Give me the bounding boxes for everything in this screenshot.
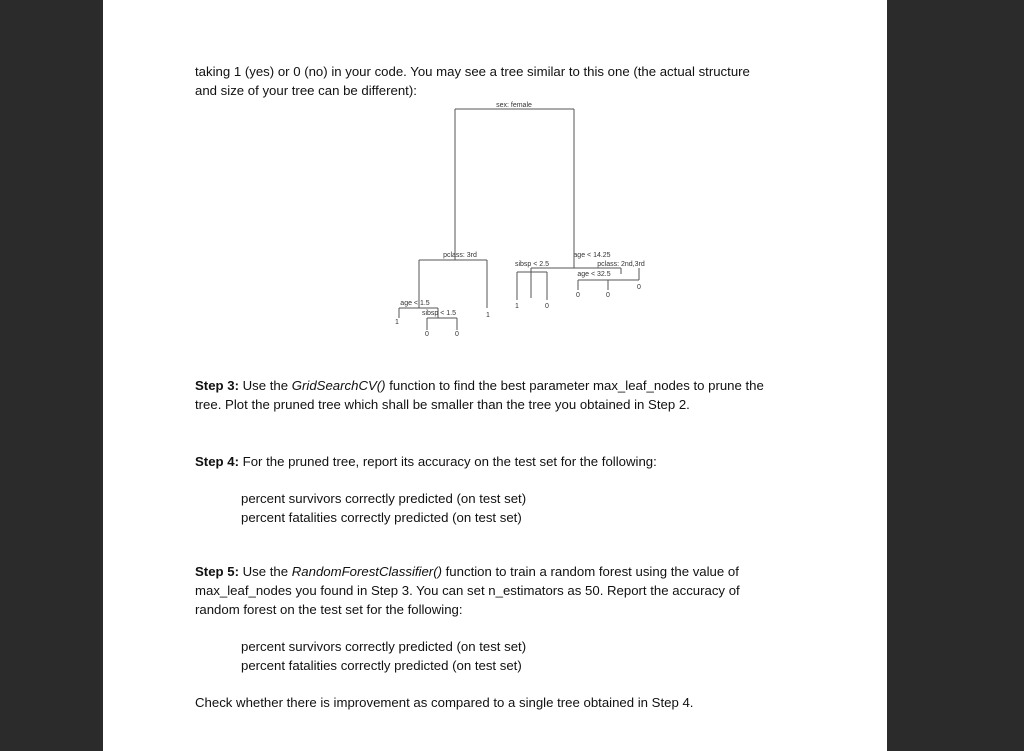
tree-node-age1425: age < 14.25 xyxy=(573,252,611,259)
tree-node-sibsp15: sibsp < 1.5 xyxy=(421,310,457,317)
tree-node-pclass3: pclass: 3rd xyxy=(443,252,477,259)
tree-root-label: sex: female xyxy=(496,102,532,109)
tree-leaf: 1 xyxy=(486,312,490,319)
tree-node-age325: age < 32.5 xyxy=(577,271,611,278)
step5-function: RandomForestClassifier() xyxy=(291,564,442,579)
step3-line-2: tree. Plot the pruned tree which shall be smaller than the tree you obtained in Step 2. xyxy=(195,397,690,412)
step5-line-3: random forest on the test set for the following: xyxy=(195,602,463,617)
step4-line xyxy=(195,452,815,471)
tree-node-pclass23: pclass: 2nd,3rd xyxy=(597,261,645,268)
step3-line-1 xyxy=(195,376,815,395)
step5-pre: Use the xyxy=(238,564,292,579)
step3-function: GridSearchCV() xyxy=(291,378,386,393)
tree-leaf: 0 xyxy=(606,292,610,299)
closing-line: Check whether there is improvement as compared to a single tree obtained in Step 4. xyxy=(195,695,694,710)
tree-node-sibsp25: sibsp < 2.5 xyxy=(514,261,550,268)
decision-tree-figure xyxy=(103,0,887,350)
tree-leaf: 0 xyxy=(455,331,459,338)
step4-item-2: percent fatalities correctly predicted (on test set) xyxy=(241,510,522,525)
step5-label: Step 5: xyxy=(195,564,239,579)
step4-label: Step 4: xyxy=(195,454,239,469)
step5-item-1: percent survivors correctly predicted (on test set) xyxy=(241,639,527,654)
tree-leaf: 0 xyxy=(425,331,429,338)
tree-leaf: 1 xyxy=(515,303,519,310)
step4-text: For the pruned tree, report its accuracy on the test set for the following: xyxy=(238,454,657,469)
tree-node-age15: age < 1.5 xyxy=(400,300,430,307)
tree-leaf: 0 xyxy=(637,284,641,291)
step5-line-2: max_leaf_nodes you found in Step 3. You can set n_estimators as 50. Report the accuracy of xyxy=(195,583,740,598)
step5-line-1 xyxy=(195,562,815,581)
step4-item-1: percent survivors correctly predicted (on test set) xyxy=(241,491,527,506)
tree-leaf: 0 xyxy=(576,292,580,299)
intro-line-2: and size of your tree can be different): xyxy=(195,83,417,98)
step3-pre: Use the xyxy=(238,378,292,393)
step5-post: function to train a random forest using the value of xyxy=(441,564,739,579)
step3-label: Step 3: xyxy=(195,378,239,393)
step3-post: function to find the best parameter max_leaf_nodes to prune the xyxy=(385,378,764,393)
document-page xyxy=(103,0,887,751)
tree-leaf: 0 xyxy=(545,303,549,310)
intro-line-1: taking 1 (yes) or 0 (no) in your code. You may see a tree similar to this one (the actual structure xyxy=(195,64,750,79)
step5-item-2: percent fatalities correctly predicted (on test set) xyxy=(241,658,522,673)
tree-leaf: 1 xyxy=(395,319,399,326)
